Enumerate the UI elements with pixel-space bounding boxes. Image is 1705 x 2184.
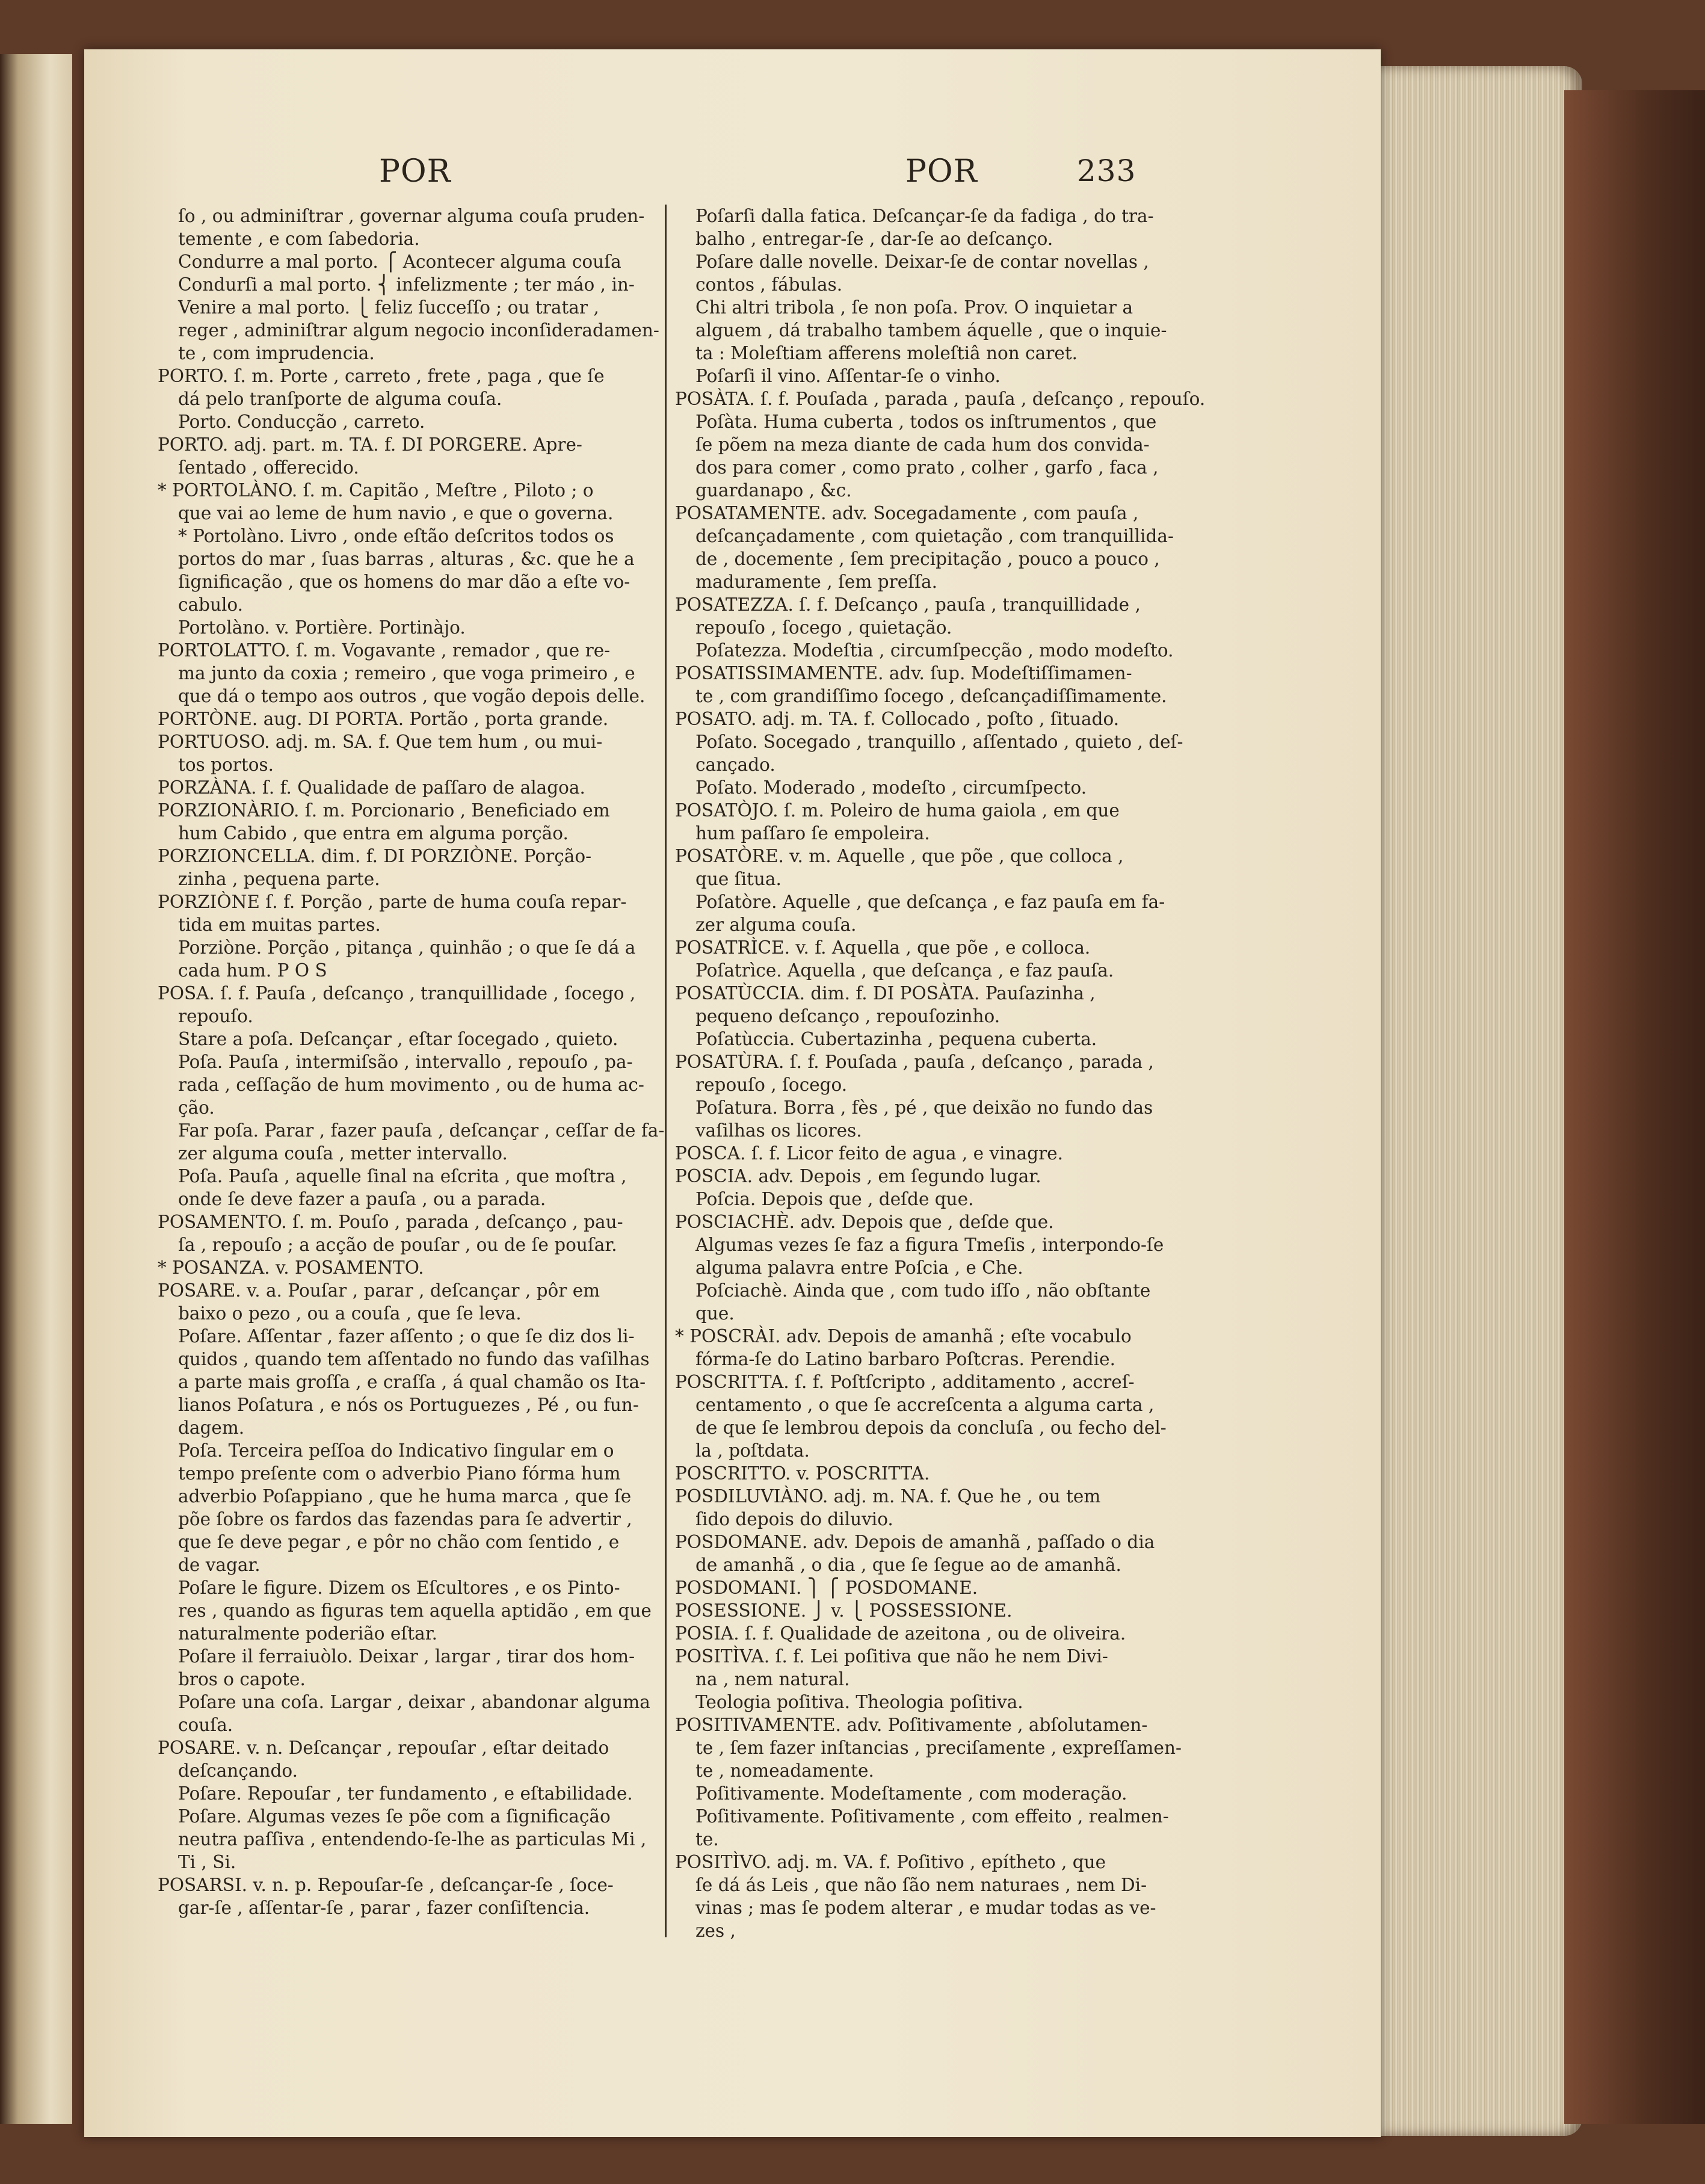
dictionary-line: de que ſe lembrou depois da concluſa , ou fecho del- <box>695 1417 1167 1438</box>
dictionary-line: Condurre a mal porto. ⎧ Acontecer alguma couſa <box>178 251 621 272</box>
dictionary-line: POSATÒJO. ſ. m. Poleiro de huma gaiola , em que <box>675 800 1120 821</box>
dictionary-line: PORZIÒNE ſ. f. Porção , parte de huma couſa repar- <box>158 892 627 912</box>
dictionary-line: portos do mar , ſuas barras , alturas , &c. que he a <box>178 549 635 569</box>
dictionary-line: PORTOLATTO. ſ. m. Vogavante , remador , que re- <box>158 640 611 661</box>
dictionary-line: hum Cabido , que entra em alguma porção. <box>178 823 569 844</box>
dictionary-line: zes , <box>695 1920 736 1941</box>
dictionary-line: Poſare dalle novelle. Deixar-ſe de contar novellas , <box>695 251 1149 272</box>
book-cover <box>1564 90 1705 2124</box>
dictionary-line: Condurſi a mal porto. ⎨ infelizmente ; ter máo , in- <box>178 274 635 295</box>
dictionary-line: POSARE. v. a. Pouſar , parar , deſcançar , pôr em <box>158 1280 600 1301</box>
dictionary-line: te , nomeadamente. <box>695 1760 874 1781</box>
dictionary-line: ſido depois do diluvio. <box>695 1509 893 1529</box>
dictionary-line: maduramente , ſem preſſa. <box>695 572 937 592</box>
dictionary-line: PORTO. adj. part. m. TA. f. DI PORGERE. Apre- <box>158 434 582 455</box>
dictionary-line: PORZIONÀRIO. ſ. m. Porcionario , Beneficiado em <box>158 800 610 821</box>
dictionary-line: Poſa. Pauſa , intermiſsão , intervallo , repouſo , pa- <box>178 1052 633 1072</box>
dictionary-line: põe ſobre os fardos das fazendas para ſe advertir , <box>178 1509 632 1529</box>
dictionary-line: Chi altri tribola , ſe non poſa. Prov. O inquietar a <box>695 297 1133 318</box>
dictionary-line: que vai ao leme de hum navio , e que o governa. <box>178 503 614 523</box>
dictionary-line: POSATÒRE. v. m. Aquelle , que põe , que colloca , <box>675 846 1124 866</box>
dictionary-line: Portolàno. v. Portière. Portinàjo. <box>178 617 466 638</box>
dictionary-line: tos portos. <box>178 754 274 775</box>
dictionary-line: Poſarſi dalla fatica. Deſcançar-ſe da fadiga , do tra- <box>695 206 1154 226</box>
dictionary-line: Stare a poſa. Deſcançar , eſtar ſocegado , quieto. <box>178 1029 618 1049</box>
dictionary-line: repouſo. <box>178 1006 253 1026</box>
dictionary-line: pequeno deſcanço , repouſozinho. <box>695 1006 1000 1026</box>
dictionary-line: la , poſtdata. <box>695 1440 810 1461</box>
dictionary-line: bros o capote. <box>178 1669 306 1689</box>
dictionary-line: POSCIA. adv. Depois , em ſegundo lugar. <box>675 1166 1041 1186</box>
dictionary-line: POSITÌVA. ſ. f. Lei poſitiva que não he nem Divi- <box>675 1646 1108 1667</box>
dictionary-line: Poſatùccia. Cubertazinha , pequena cuberta. <box>695 1029 1097 1049</box>
dictionary-line: PORTO. ſ. m. Porte , carreto , frete , paga , que ſe <box>158 366 605 386</box>
dictionary-line: Poſitivamente. Modeſtamente , com moderação. <box>695 1783 1127 1804</box>
dictionary-line: * PORTOLÀNO. ſ. m. Capitão , Meſtre , Piloto ; o <box>158 480 594 501</box>
dictionary-line: Ti , Si. <box>178 1852 236 1872</box>
dictionary-line: Poſare una coſa. Largar , deixar , abandonar alguma <box>178 1692 650 1712</box>
dictionary-line: Poſato. Moderado , modeſto , circumſpecto. <box>695 777 1087 798</box>
dictionary-line: ção. <box>178 1097 215 1118</box>
dictionary-line: Poſare. Repouſar , ter fundamento , e eſtabilidade. <box>178 1783 633 1804</box>
dictionary-line: hum paſſaro ſe empoleira. <box>695 823 930 844</box>
dictionary-line: zinha , pequena parte. <box>178 869 380 889</box>
dictionary-line: Poſatrìce. Aquella , que deſcança , e faz pauſa. <box>695 960 1114 981</box>
dictionary-line: POSCIACHÈ. adv. Depois que , deſde que. <box>675 1212 1054 1232</box>
dictionary-line: cabulo. <box>178 594 244 615</box>
dictionary-line: tempo preſente com o adverbio Piano fórma hum <box>178 1463 621 1484</box>
dictionary-line: POSARSI. v. n. p. Repouſar-ſe , deſcançar-ſe , ſoce- <box>158 1875 614 1895</box>
dictionary-line: zer alguma couſa. <box>695 915 857 935</box>
dictionary-line: * POSCRÀI. adv. Depois de amanhã ; eſte vocabulo <box>675 1326 1132 1346</box>
dictionary-line: POSATRÌCE. v. f. Aquella , que põe , e colloca. <box>675 937 1091 958</box>
dictionary-line: reger , adminiſtrar algum negocio inconſideradamen- <box>178 320 659 341</box>
column-divider <box>665 205 667 1937</box>
dictionary-line: POSATÙCCIA. dim. f. DI POSÀTA. Pauſazinha , <box>675 983 1096 1004</box>
dictionary-line: quidos , quando tem aſſentado no fundo das vaſilhas <box>178 1349 650 1369</box>
dictionary-line: Poſciachè. Ainda que , com tudo iſſo , não obſtante <box>695 1280 1151 1301</box>
dictionary-line: Poſare il ferraiuòlo. Deixar , largar , tirar dos hom- <box>178 1646 635 1667</box>
dictionary-line: cançado. <box>695 754 775 775</box>
dictionary-line: POSIA. ſ. f. Qualidade de azeitona , ou de oliveira. <box>675 1623 1126 1644</box>
dictionary-line: de , docemente , ſem precipitação , pouco a pouco , <box>695 549 1160 569</box>
dictionary-line: Teologia poſitiva. Theologia poſitiva. <box>695 1692 1023 1712</box>
dictionary-line: na , nem natural. <box>695 1669 850 1689</box>
dictionary-line: POSARE. v. n. Deſcançar , repouſar , eſtar deitado <box>158 1738 609 1758</box>
dictionary-line: dagem. <box>178 1417 245 1438</box>
dictionary-line: PORTUOSO. adj. m. SA. f. Que tem hum , ou mui- <box>158 732 603 752</box>
dictionary-line: fórma-ſe do Latino barbaro Poſtcras. Perendie. <box>695 1349 1115 1369</box>
dictionary-line: Far poſa. Parar , fazer pauſa , deſcançar , ceſſar de fa- <box>178 1120 665 1141</box>
dictionary-line: alguma palavra entre Poſcia , e Che. <box>695 1257 1023 1278</box>
dictionary-line: Poſarſi il vino. Aſſentar-ſe o vinho. <box>695 366 1000 386</box>
dictionary-line: que. <box>695 1303 735 1324</box>
dictionary-line: que dá o tempo aos outros , que vogão depois delle. <box>178 686 646 706</box>
dictionary-line: * Portolàno. Livro , onde eſtão deſcritos todos os <box>178 526 614 546</box>
dictionary-line: POSA. ſ. f. Pauſa , deſcanço , tranquillidade , ſocego , <box>158 983 636 1004</box>
left-running-head: POR <box>379 153 451 190</box>
dictionary-line: * POSANZA. v. POSAMENTO. <box>158 1257 424 1278</box>
dictionary-line: a parte mais groſſa , e craſſa , á qual chamão os Ita- <box>178 1372 646 1392</box>
dictionary-line: temente , e com ſabedoria. <box>178 229 420 249</box>
dictionary-line: gar-ſe , aſſentar-ſe , parar , fazer conſiſtencia. <box>178 1898 590 1918</box>
dictionary-line: ma junto da coxia ; remeiro , que voga primeiro , e <box>178 663 635 683</box>
dictionary-line: te , com grandiſſimo ſocego , deſcançadiſſimamente. <box>695 686 1167 706</box>
dictionary-line: POSITÌVO. adj. m. VA. f. Poſitivo , epítheto , que <box>675 1852 1106 1872</box>
dictionary-line: contos , fábulas. <box>695 274 843 295</box>
dictionary-line: ſe põem na meza diante de cada hum dos convida- <box>695 434 1150 455</box>
dictionary-line: POSESSIONE. ⎭ v. ⎩ POSSESSIONE. <box>675 1600 1013 1621</box>
dictionary-line: de amanhã , o dia , que ſe ſegue ao de amanhã. <box>695 1555 1121 1575</box>
dictionary-line: dos para comer , como prato , colher , garfo , faca , <box>695 457 1159 478</box>
dictionary-line: vaſilhas os licores. <box>695 1120 862 1141</box>
dictionary-line: neutra paſſiva , entendendo-ſe-lhe as particulas Mi , <box>178 1829 647 1849</box>
dictionary-line: POSITIVAMENTE. adv. Poſitivamente , abſolutamen- <box>675 1715 1148 1735</box>
dictionary-line: PORZÀNA. ſ. f. Qualidade de paſſaro de alagoa. <box>158 777 585 798</box>
dictionary-line: te , ſem fazer inſtancias , preciſamente , expreſſamen- <box>695 1738 1182 1758</box>
dictionary-line: ſignificação , que os homens do mar dão a eſte vo- <box>178 572 631 592</box>
dictionary-line: Poſatura. Borra , fès , pé , que deixão no fundo das <box>695 1097 1153 1118</box>
right-column <box>675 205 1206 1942</box>
dictionary-line: tida em muitas partes. <box>178 915 381 935</box>
dictionary-line: Poſitivamente. Poſitivamente , com effeito , realmen- <box>695 1806 1169 1827</box>
dictionary-line: couſa. <box>178 1715 233 1735</box>
dictionary-line: repouſo , ſocego. <box>695 1075 848 1095</box>
dictionary-line: POSCRITTO. v. POSCRITTA. <box>675 1463 930 1484</box>
dictionary-line: guardanapo , &c. <box>695 480 852 501</box>
dictionary-line: zer alguma couſa , metter intervallo. <box>178 1143 508 1164</box>
dictionary-line: que ſe deve pegar , e pôr no chão com ſentido , e <box>178 1532 620 1552</box>
dictionary-line: PORZIONCELLA. dim. f. DI PORZIÒNE. Porção- <box>158 846 592 866</box>
dictionary-line: res , quando as figuras tem aquella aptidão , em que <box>178 1600 652 1621</box>
dictionary-line: Poſare. Algumas vezes ſe põe com a ſignificação <box>178 1806 611 1827</box>
dictionary-line: vinas ; mas ſe podem alterar , e mudar todas as ve- <box>695 1898 1156 1918</box>
dictionary-line: POSAMENTO. ſ. m. Pouſo , parada , deſcanço , pau- <box>158 1212 623 1232</box>
dictionary-line: ta : Moleſtiam afferens moleſtiâ non caret. <box>695 343 1078 363</box>
dictionary-line: cada hum. P O S <box>178 960 327 981</box>
dictionary-line: adverbio Poſappiano , que he huma marca , que ſe <box>178 1486 632 1507</box>
dictionary-line: Porziòne. Porção , pitança , quinhão ; o que ſe dá a <box>178 937 636 958</box>
dictionary-line: ſa , repouſo ; a acção de pouſar , ou de ſe pouſar. <box>178 1235 617 1255</box>
dictionary-line: rada , ceſſação de hum movimento , ou de huma ac- <box>178 1075 644 1095</box>
dictionary-line: POSÀTA. ſ. f. Pouſada , parada , pauſa , deſcanço , repouſo. <box>675 389 1206 409</box>
dictionary-line: Venire a mal porto. ⎩ feliz ſucceſſo ; ou tratar , <box>178 297 599 318</box>
dictionary-line: Poſa. Terceira peſſoa do Indicativo ſingular em o <box>178 1440 614 1461</box>
dictionary-line: POSATÙRA. ſ. f. Pouſada , pauſa , deſcanço , parada , <box>675 1052 1154 1072</box>
dictionary-line: deſcançando. <box>178 1760 298 1781</box>
dictionary-line: Poſcia. Depois que , deſde que. <box>695 1189 974 1209</box>
dictionary-line: PORTÒNE. aug. DI PORTA. Portão , porta grande. <box>158 709 609 729</box>
dictionary-line: POSDOMANE. adv. Depois de amanhã , paſſado o dia <box>675 1532 1155 1552</box>
dictionary-line: ſo , ou adminiſtrar , governar alguma couſa pruden- <box>178 206 645 226</box>
page-number: 233 <box>1077 153 1136 188</box>
dictionary-line: lianos Poſatura , e nós os Portuguezes , Pé , ou fun- <box>178 1395 639 1415</box>
book-page-edges <box>1366 66 1582 2136</box>
dictionary-line: POSDOMANI. ⎫ ⎧ POSDOMANE. <box>675 1578 978 1598</box>
dictionary-line: Algumas vezes ſe faz a figura Tmeſis , interpondo-ſe <box>695 1235 1164 1255</box>
dictionary-line: POSATEZZA. ſ. f. Deſcanço , pauſa , tranquillidade , <box>675 594 1141 615</box>
right-running-head: POR <box>905 153 978 190</box>
dictionary-line: te. <box>695 1829 719 1849</box>
dictionary-line: POSATO. adj. m. TA. f. Collocado , poſto , ſituado. <box>675 709 1120 729</box>
dictionary-line: POSATISSIMAMENTE. adv. ſup. Modeſtiſſimamen- <box>675 663 1132 683</box>
dictionary-line: POSCRITTA. ſ. f. Poſtſcripto , additamento , accreſ- <box>675 1372 1135 1392</box>
dictionary-line: deſcançadamente , com quietação , com tranquillida- <box>695 526 1174 546</box>
dictionary-line: que ſitua. <box>695 869 782 889</box>
dictionary-line: ſe dá ás Leis , que não ſão nem naturaes , nem Di- <box>695 1875 1147 1895</box>
dictionary-line: Poſare. Aſſentar , fazer aſſento ; o que ſe diz dos li- <box>178 1326 635 1346</box>
dictionary-line: baixo o pezo , ou a couſa , que ſe leva. <box>178 1303 522 1324</box>
dictionary-line: ſentado , offerecido. <box>178 457 359 478</box>
dictionary-line: onde ſe deve fazer a pauſa , ou a parada. <box>178 1189 546 1209</box>
left-column <box>158 205 665 1919</box>
dictionary-line: centamento , o que ſe accreſcenta a alguma carta , <box>695 1395 1155 1415</box>
dictionary-line: balho , entregar-ſe , dar-ſe ao deſcanço. <box>695 229 1053 249</box>
dictionary-line: repouſo , ſocego , quietação. <box>695 617 952 638</box>
dictionary-line: Poſa. Pauſa , aquelle ſinal na eſcrita , que moſtra , <box>178 1166 627 1186</box>
dictionary-line: Poſato. Socegado , tranquillo , aſſentado , quieto , deſ- <box>695 732 1183 752</box>
dictionary-line: Poſatezza. Modeſtia , circumſpecção , modo modeſto. <box>695 640 1174 661</box>
dictionary-line: Porto. Conducção , carreto. <box>178 412 425 432</box>
dictionary-line: POSATAMENTE. adv. Socegadamente , com pauſa , <box>675 503 1139 523</box>
facing-page-edge <box>0 54 72 2124</box>
dictionary-line: dá pelo tranſporte de alguma couſa. <box>178 389 502 409</box>
dictionary-line: POSDILUVIÀNO. adj. m. NA. f. Que he , ou tem <box>675 1486 1101 1507</box>
dictionary-line: POSCA. ſ. f. Licor feito de agua , e vinagre. <box>675 1143 1064 1164</box>
dictionary-line: te , com imprudencia. <box>178 343 375 363</box>
dictionary-line: naturalmente poderião eſtar. <box>178 1623 437 1644</box>
dictionary-line: Poſàta. Huma cuberta , todos os inſtrumentos , que <box>695 412 1157 432</box>
dictionary-line: Poſatòre. Aquelle , que deſcança , e faz pauſa em fa- <box>695 892 1165 912</box>
dictionary-line: de vagar. <box>178 1555 261 1575</box>
dictionary-line: Poſare le figure. Dizem os Eſcultores , e os Pinto- <box>178 1578 620 1598</box>
dictionary-line: alguem , dá trabalho tambem áquelle , que o inquie- <box>695 320 1167 341</box>
